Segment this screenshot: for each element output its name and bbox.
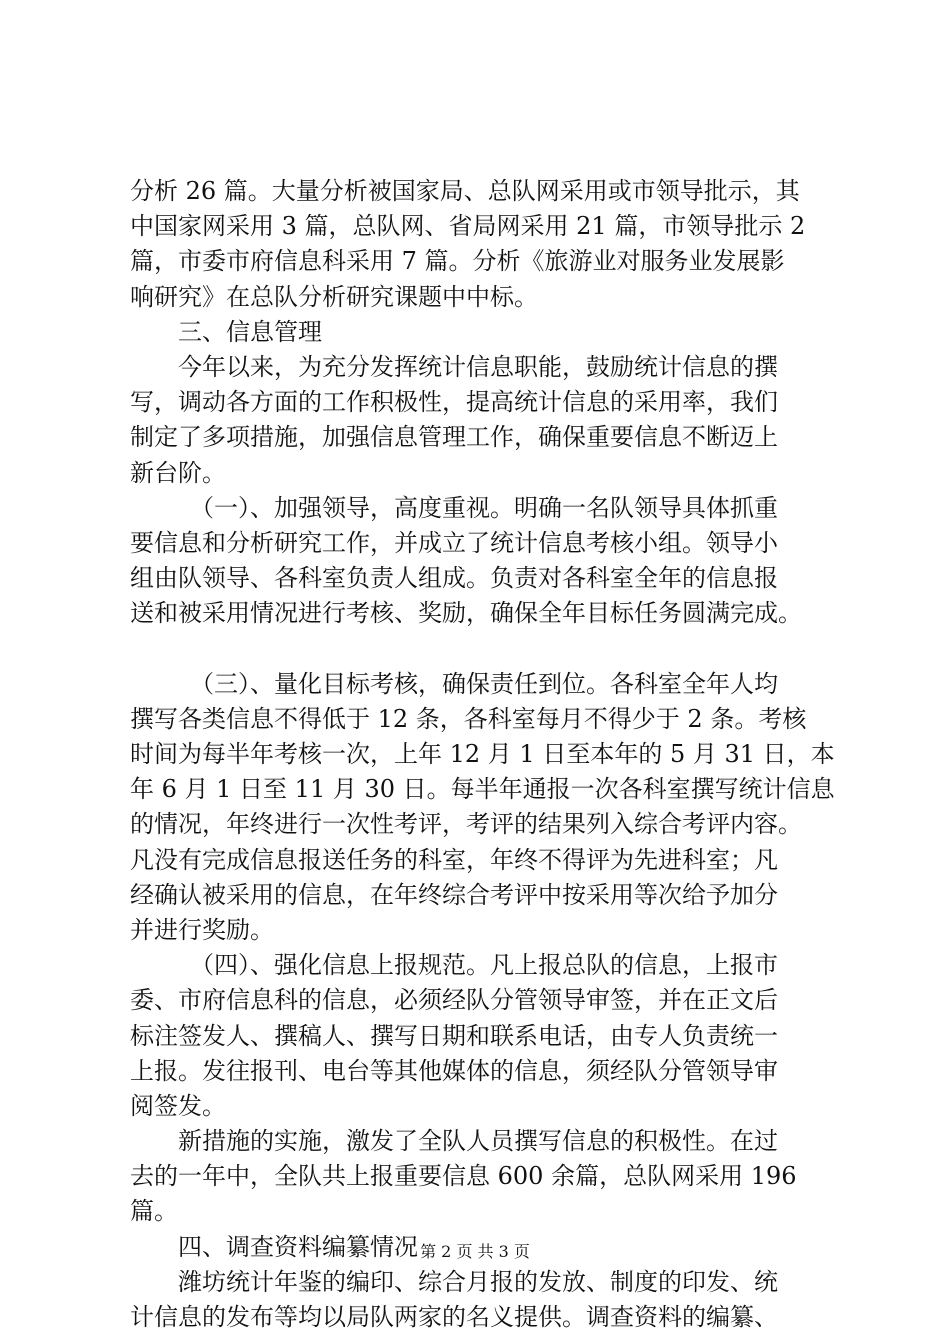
text-line: 篇，市委市府信息科采用 7 篇。分析《旅游业对服务业发展影 <box>130 247 785 276</box>
text-line: 委、市府信息科的信息，必须经队分管领导审签，并在正文后 <box>130 986 778 1015</box>
text-line: 上报。发往报刊、电台等其他媒体的信息，须经队分管领导审 <box>130 1056 778 1085</box>
page-number: 第 2 页 共 3 页 <box>420 1242 530 1261</box>
text-line: 撰写各类信息不得低于 12 条，各科室每月不得少于 2 条。考核 <box>130 704 807 733</box>
text-line: 响研究》在总队分析研究课题中中标。 <box>130 282 538 311</box>
text-line: 去的一年中，全队共上报重要信息 600 余篇，总队网采用 196 <box>130 1162 797 1191</box>
text-line: 今年以来，为充分发挥统计信息职能，鼓励统计信息的撰 <box>178 352 778 381</box>
page-footer <box>0 1242 950 1262</box>
text-line: 标注签发人、撰稿人、撰写日期和联系电话，由专人负责统一 <box>130 1021 778 1050</box>
text-line: 并进行奖励。 <box>130 915 274 944</box>
document-body <box>130 174 838 1335</box>
text-line: 制定了多项措施，加强信息管理工作，确保重要信息不断迈上 <box>130 423 778 452</box>
text-line: 组由队领导、各科室负责人组成。负责对各科室全年的信息报 <box>130 564 778 593</box>
blank-line <box>130 631 838 666</box>
text-line: 分析 26 篇。大量分析被国家局、总队网采用或市领导批示，其 <box>130 177 800 205</box>
text-line: 年 6 月 1 日至 11 月 30 日。每半年通报一次各科室撰写统计信息 <box>130 775 835 804</box>
text-line: 中国家网采用 3 篇，总队网、省局网采用 21 篇，市领导批示 2 <box>130 212 806 241</box>
text-line: （一）、加强领导，高度重视。明确一名队领导具体抓重 <box>190 493 778 522</box>
text-line: 新措施的实施，激发了全队人员撰写信息的积极性。在过 <box>178 1127 778 1156</box>
text-line: 计信息的发布等均以局队两家的名义提供。调查资料的编纂、 <box>130 1303 778 1331</box>
text-line: 潍坊统计年鉴的编印、综合月报的发放、制度的印发、统 <box>178 1267 778 1296</box>
text-line: 送和被采用情况进行考核、奖励，确保全年目标任务圆满完成。 <box>130 599 802 628</box>
section-heading-4: 四、调查资料编纂情况 <box>178 1232 418 1261</box>
text-line: （四）、强化信息上报规范。凡上报总队的信息，上报市 <box>190 951 778 980</box>
text-line: 阅签发。 <box>130 1091 226 1120</box>
text-line: 要信息和分析研究工作，并成立了统计信息考核小组。领导小 <box>130 528 778 557</box>
text-line: 经确认被采用的信息，在年终综合考评中按采用等次给予加分 <box>130 880 778 909</box>
text-line: 时间为每半年考核一次，上年 12 月 1 日至本年的 5 月 31 日，本 <box>130 740 835 768</box>
text-line: 写，调动各方面的工作积极性，提高统计信息的采用率，我们 <box>130 388 778 417</box>
text-line: 篇。 <box>130 1197 178 1226</box>
section-heading-3: 三、信息管理 <box>178 317 322 346</box>
text-line: 新台阶。 <box>130 458 226 487</box>
text-line: 凡没有完成信息报送任务的科室，年终不得评为先进科室；凡 <box>130 845 778 874</box>
text-line: 的情况，年终进行一次性考评，考评的结果列入综合考评内容。 <box>130 810 802 839</box>
text-line: （三）、量化目标考核，确保责任到位。各科室全年人均 <box>190 669 778 698</box>
